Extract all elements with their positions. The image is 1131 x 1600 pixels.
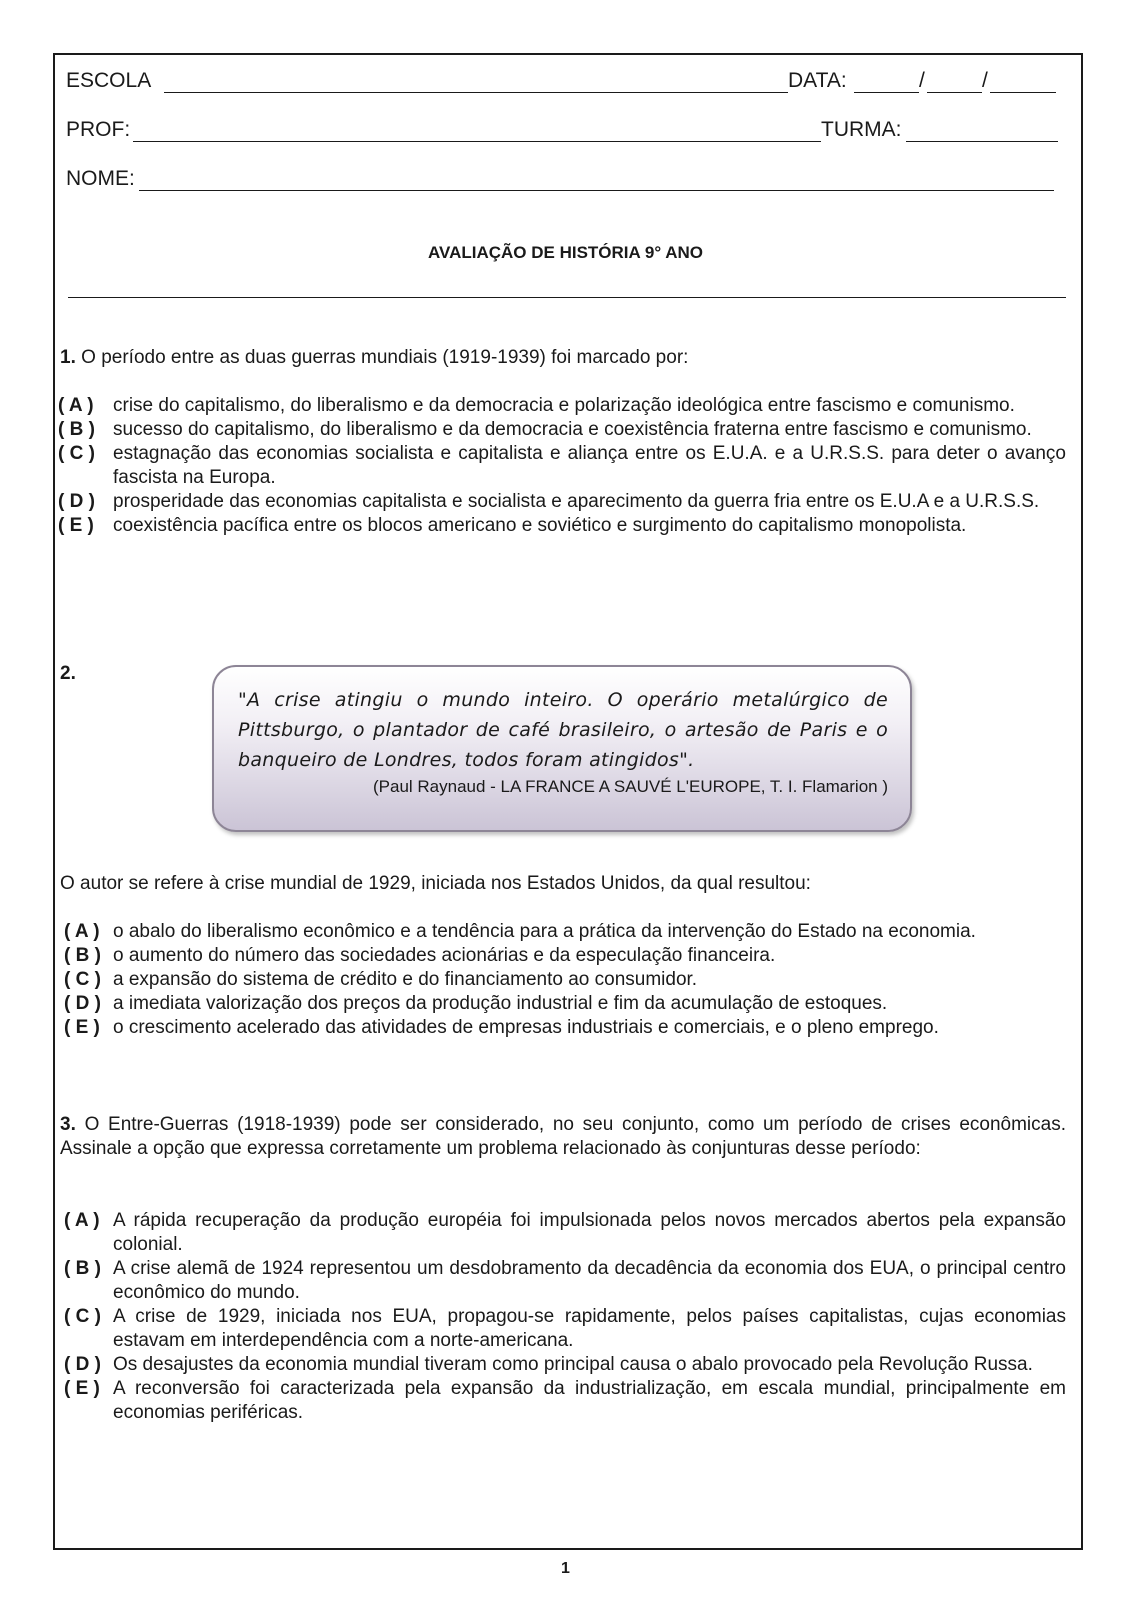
question-1 xyxy=(60,346,1066,370)
divider xyxy=(68,297,1066,298)
question-3-options xyxy=(58,1209,1066,1425)
date-day-field[interactable] xyxy=(854,92,919,93)
option-text: o abalo do liberalismo econômico e a tendência para a prática da intervenção do Estado na economia. xyxy=(113,921,976,942)
option-letter: ( B ) xyxy=(64,945,101,966)
option-letter: ( D ) xyxy=(64,993,101,1014)
option-a[interactable] xyxy=(58,394,1066,418)
quote-box xyxy=(212,665,912,832)
option-text: Os desajustes da economia mundial tiveram como principal causa o abalo provocado pela Revolução Russa. xyxy=(113,1354,1033,1375)
option-text: A reconversão foi caracterizada pela expansão da industrialização, em escala mundial, principalmente em economias periféricas. xyxy=(113,1378,1066,1423)
prof-label: PROF: xyxy=(66,118,131,141)
escola-field[interactable] xyxy=(164,92,788,93)
option-e[interactable] xyxy=(58,1016,1066,1040)
question-2-prompt xyxy=(60,872,1066,896)
option-letter: ( D ) xyxy=(58,491,95,512)
option-text: coexistência pacífica entre os blocos americano e soviético e surgimento do capitalismo monopolista. xyxy=(113,515,967,536)
option-letter: ( E ) xyxy=(64,1017,100,1038)
option-d[interactable] xyxy=(58,992,1066,1016)
option-c[interactable] xyxy=(58,442,1066,490)
option-b[interactable] xyxy=(58,944,1066,968)
option-d[interactable] xyxy=(58,490,1066,514)
option-letter: ( A ) xyxy=(64,1210,100,1231)
option-letter: ( B ) xyxy=(58,419,95,440)
question-2-options xyxy=(58,920,1066,1040)
option-c[interactable] xyxy=(58,968,1066,992)
option-text: A rápida recuperação da produção européia foi impulsionada pelos novos mercados abertos pela expansão colonial. xyxy=(113,1210,1066,1255)
option-text: a expansão do sistema de crédito e do financiamento ao consumidor. xyxy=(113,969,698,990)
date-year-field[interactable] xyxy=(990,92,1056,93)
question-1-options xyxy=(58,394,1066,538)
option-e[interactable] xyxy=(58,1377,1066,1425)
option-letter: ( B ) xyxy=(64,1258,101,1279)
option-text: A crise de 1929, iniciada nos EUA, propagou-se rapidamente, pelos países capitalistas, cujas economias estavam em interdependência com a norte-americana. xyxy=(113,1306,1066,1351)
turma-label: TURMA: xyxy=(821,118,902,141)
option-c[interactable] xyxy=(58,1305,1066,1353)
page-title: AVALIAÇÃO DE HISTÓRIA 9° ANO xyxy=(427,243,704,262)
nome-field[interactable] xyxy=(139,190,1054,191)
option-letter: ( A ) xyxy=(64,921,100,942)
date-separator: / xyxy=(982,69,988,92)
question-3 xyxy=(60,1113,1066,1161)
escola-label: ESCOLA xyxy=(66,69,152,92)
option-letter: ( E ) xyxy=(64,1378,100,1399)
option-text: estagnação das economias socialista e capitalista e aliança entre os E.U.A. e a U.R.S.S. para deter o avanço fascista na Europa. xyxy=(113,443,1066,488)
question-number: 3. xyxy=(60,1114,76,1135)
option-text: o crescimento acelerado das atividades de empresas industriais e comerciais, e o pleno emprego. xyxy=(113,1017,939,1038)
option-letter: ( C ) xyxy=(64,1306,101,1327)
option-a[interactable] xyxy=(58,920,1066,944)
question-number: 2. xyxy=(60,663,76,684)
option-d[interactable] xyxy=(58,1353,1066,1377)
option-letter: ( C ) xyxy=(64,969,101,990)
option-letter: ( A ) xyxy=(58,395,94,416)
turma-field[interactable] xyxy=(906,141,1058,142)
option-letter: ( E ) xyxy=(58,515,94,536)
option-b[interactable] xyxy=(58,418,1066,442)
prof-field[interactable] xyxy=(133,141,821,142)
question-prompt: O Entre-Guerras (1918-1939) pode ser considerado, no seu conjunto, como um período de crises econômicas. Assinale a opção que expressa corretamente um problema relacionado às conjunturas desse período: xyxy=(60,1114,1066,1159)
question-number: 1. xyxy=(60,347,76,368)
quote-text: "A crise atingiu o mundo inteiro. O operário metalúrgico de Pittsburgo, o plantador de café brasileiro, o artesão de Paris e o banqueiro de Londres, todos foram atingidos". xyxy=(238,689,888,771)
question-prompt: O autor se refere à crise mundial de 1929, iniciada nos Estados Unidos, da qual resultou: xyxy=(60,873,811,894)
option-text: o aumento do número das sociedades acionárias e da especulação financeira. xyxy=(113,945,776,966)
option-e[interactable] xyxy=(58,514,1066,538)
option-letter: ( C ) xyxy=(58,443,95,464)
option-a[interactable] xyxy=(58,1209,1066,1257)
page-number: 1 xyxy=(561,1560,570,1577)
date-separator: / xyxy=(919,69,925,92)
option-b[interactable] xyxy=(58,1257,1066,1305)
quote-source: (Paul Raynaud - LA FRANCE A SAUVÉ L'EUROPE, T. I. Flamarion ) xyxy=(372,777,888,796)
option-text: sucesso do capitalismo, do liberalismo e da democracia e coexistência fraterna entre fascismo e comunismo. xyxy=(113,419,1032,440)
nome-label: NOME: xyxy=(66,167,135,190)
question-prompt: O período entre as duas guerras mundiais (1919-1939) foi marcado por: xyxy=(81,347,689,368)
option-letter: ( D ) xyxy=(64,1354,101,1375)
option-text: crise do capitalismo, do liberalismo e da democracia e polarização ideológica entre fascismo e comunismo. xyxy=(113,395,1015,416)
date-month-field[interactable] xyxy=(927,92,982,93)
option-text: a imediata valorização dos preços da produção industrial e fim da acumulação de estoques. xyxy=(113,993,888,1014)
option-text: A crise alemã de 1924 representou um desdobramento da decadência da economia dos EUA, o principal centro econômico do mundo. xyxy=(113,1258,1066,1303)
data-label: DATA: xyxy=(788,69,847,92)
option-text: prosperidade das economias capitalista e socialista e aparecimento da guerra fria entre os E.U.A e a U.R.S.S. xyxy=(113,491,1040,512)
